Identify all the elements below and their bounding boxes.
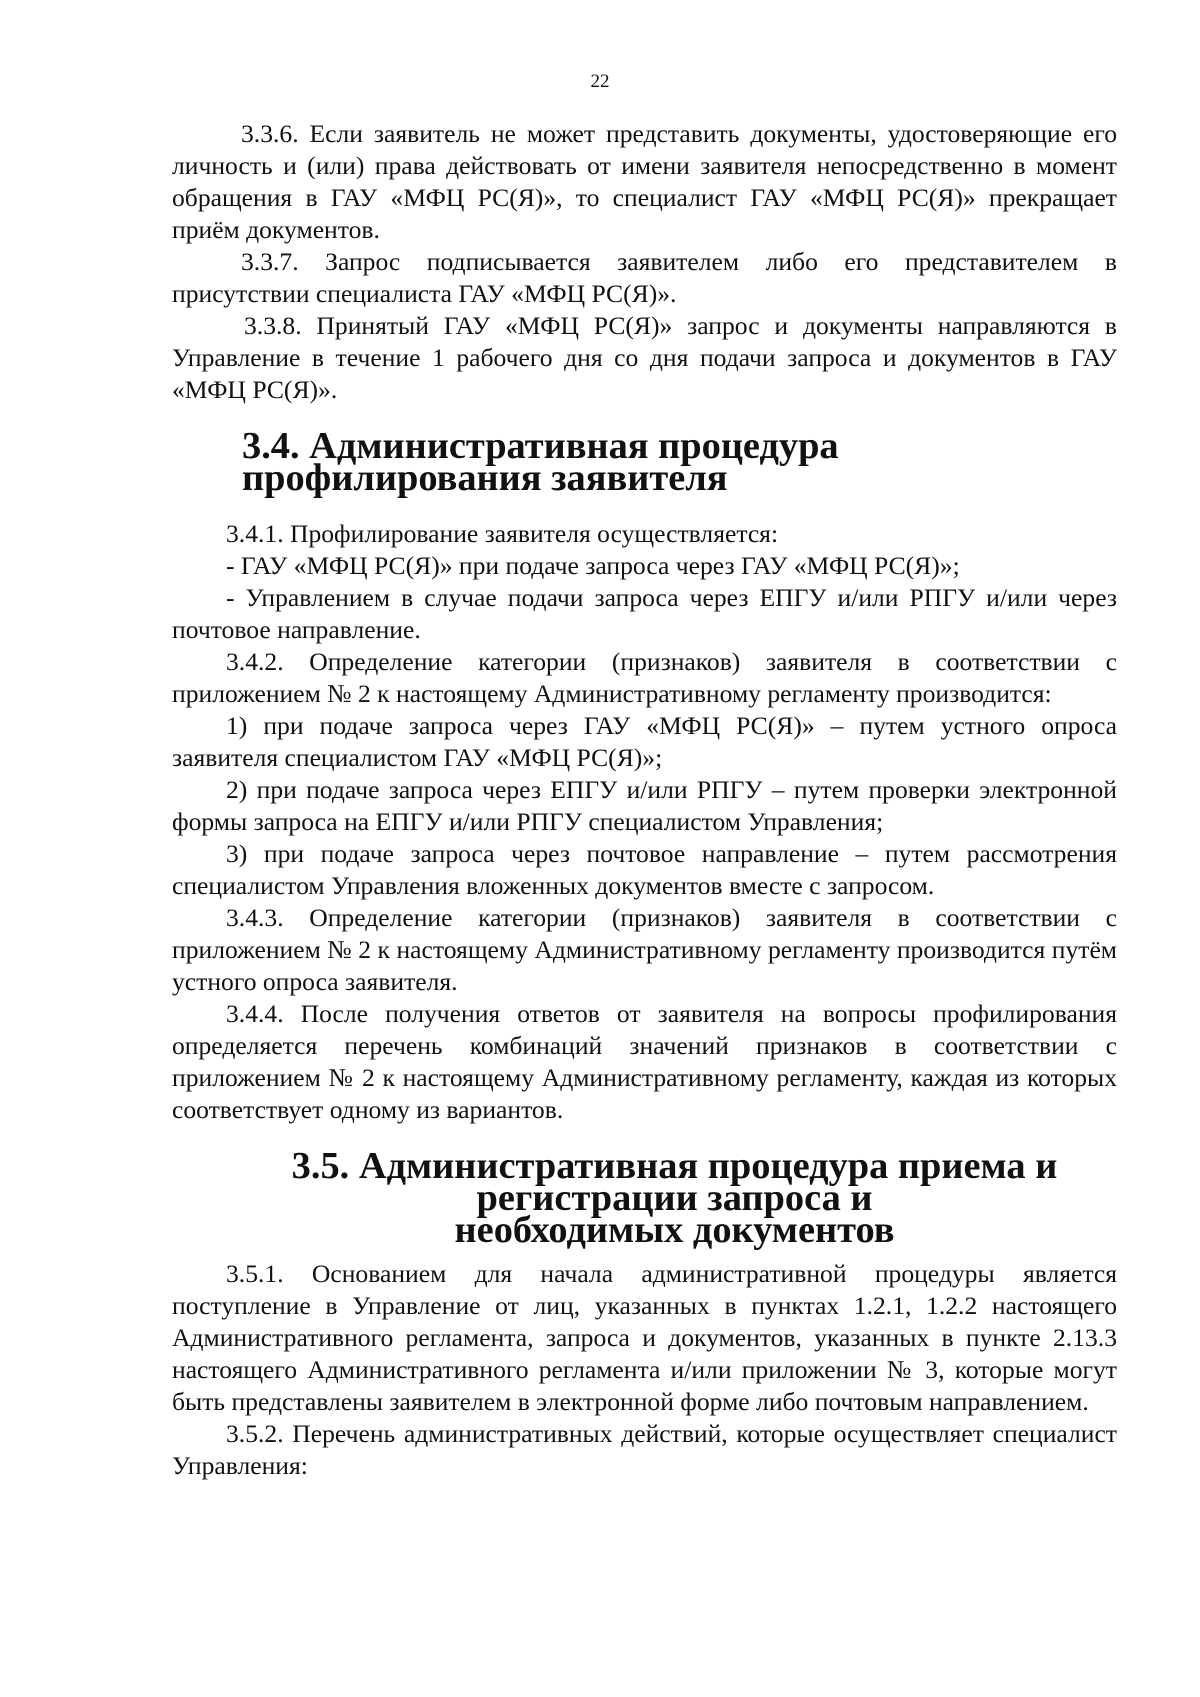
paragraph-3-5-2: 3.5.2. Перечень административных действий, которые осуществляет специалист Управления: bbox=[172, 1419, 1117, 1480]
paragraph-3-3-6: 3.3.6. Если заявитель не может представить документы, удостоверяющие его личность и (или) права действовать от имени заявителя непосредственно в момент обращения в ГАУ «МФЦ РС(Я)», то специалист ГАУ «МФЦ РС(Я)» прекращает приём документов. bbox=[172, 119, 1117, 244]
list-item-2: 2) при подаче запроса через ЕПГУ и/или РПГУ – путем проверки электронной формы запроса на ЕПГУ и/или РПГУ специалистом Управления; bbox=[172, 775, 1117, 836]
page-number: 22 bbox=[590, 71, 610, 92]
section-3-5-heading bbox=[172, 1145, 1117, 1251]
list-item-3: 3) при подаче запроса через почтовое направление – путем рассмотрения специалистом Управления вложенных документов вместе с запросом. bbox=[172, 839, 1117, 900]
paragraph-3-3-8: 3.3.8. Принятый ГАУ «МФЦ РС(Я)» запрос и документы направляются в Управление в течение 1 рабочего дня со дня подачи запроса и документов в ГАУ «МФЦ РС(Я)». bbox=[172, 311, 1117, 404]
paragraph-3-4-1: 3.4.1. Профилирование заявителя осуществляется: bbox=[226, 519, 779, 548]
paragraph-3-4-2: 3.4.2. Определение категории (признаков) заявителя в соответствии с приложением № 2 к настоящему Административному регламенту производится: bbox=[172, 647, 1117, 708]
paragraph-3-5-1: 3.5.1. Основанием для начала административной процедуры является поступление в Управление от лиц, указанных в пунктах 1.2.1, 1.2.2 настоящего Административного регламента, запроса и документов, указанных в пункте 2.13.3 настоящего Административного регламента и/или приложении № 3, которые могут быть представлены заявителем в электронной форме либо почтовым направлением. bbox=[172, 1259, 1117, 1416]
section-3-4-heading: 3.4. Административная процедура профилирования заявителя bbox=[242, 425, 839, 499]
paragraph-3-3-7: 3.3.7. Запрос подписывается заявителем либо его представителем в присутствии специалиста ГАУ «МФЦ РС(Я)». bbox=[172, 247, 1117, 308]
section-3-5-heading-line-1: 3.5. Административная процедура приема и регистрации запроса и bbox=[291, 1145, 1058, 1219]
list-item-upravlenie: - Управлением в случае подачи запроса через ЕПГУ и/или РПГУ и/или через почтовое направление. bbox=[172, 583, 1117, 644]
list-item-mfc: - ГАУ «МФЦ РС(Я)» при подаче запроса через ГАУ «МФЦ РС(Я)»; bbox=[226, 551, 960, 580]
section-3-5-heading-line-2: необходимых документов bbox=[454, 1209, 895, 1251]
paragraph-3-4-3: 3.4.3. Определение категории (признаков) заявителя в соответствии с приложением № 2 к настоящему Административному регламенту производится путём устного опроса заявителя. bbox=[172, 903, 1117, 996]
paragraph-3-4-4: 3.4.4. После получения ответов от заявителя на вопросы профилирования определяется перечень комбинаций значений признаков в соответствии с приложением № 2 к настоящему Административному регламенту, каждая из которых соответствует одному из вариантов. bbox=[172, 999, 1117, 1124]
list-item-1: 1) при подаче запроса через ГАУ «МФЦ РС(Я)» – путем устного опроса заявителя специалистом ГАУ «МФЦ РС(Я)»; bbox=[172, 711, 1117, 772]
document-body bbox=[172, 118, 1117, 1482]
